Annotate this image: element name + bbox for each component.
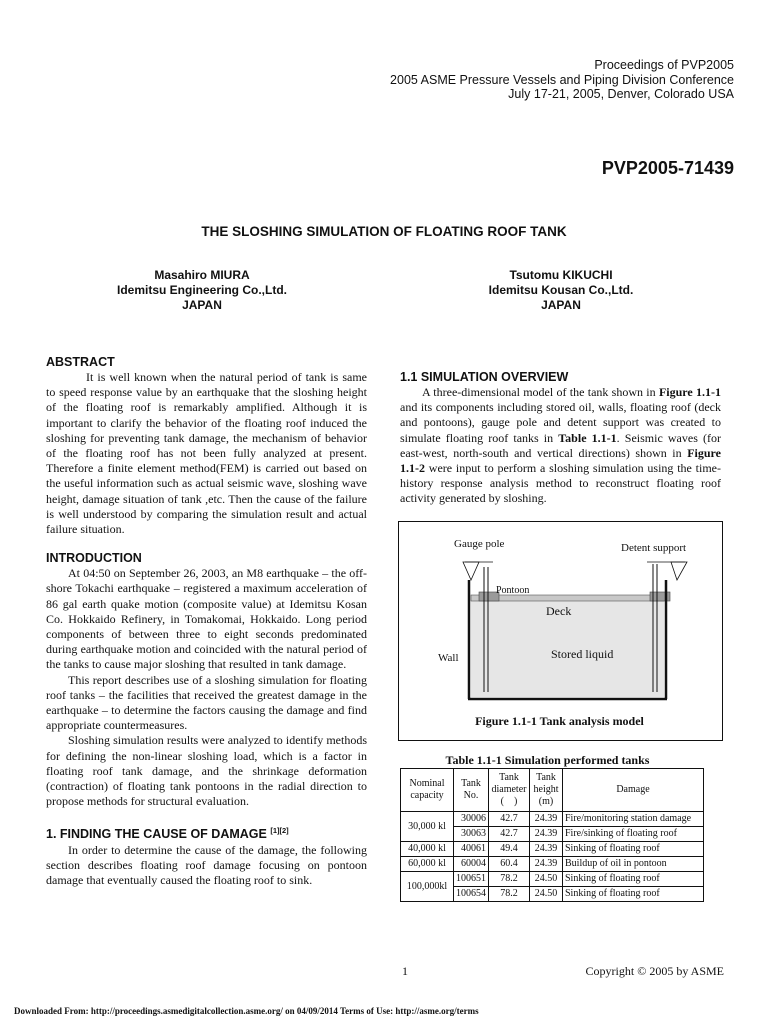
author-name: Tsutomu KIKUCHI <box>509 268 613 282</box>
cell-height: 24.39 <box>530 812 563 827</box>
header-text: capacity <box>410 790 444 801</box>
wall-label: Wall <box>438 652 459 664</box>
abstract-heading: ABSTRACT <box>46 355 115 369</box>
section1-refs: [1][2] <box>270 826 289 836</box>
header-text: ( ) <box>500 796 518 807</box>
text-run: . Seismic waves (for east-west, north-south and vertical directions) shown in <box>400 430 721 460</box>
cell-tank-no: 100651 <box>454 872 489 887</box>
introduction-heading: INTRODUCTION <box>46 551 142 566</box>
table-row <box>401 857 704 872</box>
text-run: were input to perform a sloshing simulation using the time-history response analysis method to reconstruct floating roof activity generated by sloshing. <box>400 461 721 506</box>
header-height <box>530 769 563 812</box>
simulation-table <box>400 768 704 902</box>
header-text: Tank <box>461 778 481 789</box>
intro-paragraph-2: This report describes use of a sloshing simulation for floating roof tanks – the facilities that received the greatest damage in the earthquake – to determine the factors causing the damage and find appropriate countermeasures. <box>46 672 367 733</box>
cell-tank-no: 60004 <box>454 857 489 872</box>
cell-capacity: 30,000 kl <box>401 812 454 842</box>
cell-capacity: 60,000 kl <box>401 857 454 872</box>
detent-support-label: Detent support <box>621 542 687 554</box>
cell-diameter: 42.7 <box>489 827 530 842</box>
header-text: Tank <box>499 772 519 783</box>
download-notice: Downloaded From: http://proceedings.asmedigitalcollection.asme.org/ on 04/09/2014 Terms of Use: http://asme.org/terms <box>14 1006 479 1016</box>
deck-label: Deck <box>546 604 572 618</box>
cell-capacity: 40,000 kl <box>401 842 454 857</box>
cell-damage: Buildup of oil in pontoon <box>563 857 704 872</box>
header-text: (m) <box>538 796 554 807</box>
intro-paragraph-3: Sloshing simulation results were analyzed to identify methods for defining the non-linear sloshing load, which is a factor in floating roof tank damage, and the shrinkage deformation (contraction) of floating tank pontoons in the radial direction to propose methods for structural evaluation. <box>46 733 367 809</box>
cell-diameter: 78.2 <box>489 887 530 902</box>
page-number: 1 <box>402 964 408 978</box>
header-text: Tank <box>536 772 556 783</box>
author-affiliation: Idemitsu Kousan Co.,Ltd. <box>488 283 634 297</box>
table-ref: Table 1.1-1 <box>558 430 617 445</box>
author-country: JAPAN <box>541 298 581 312</box>
cell-diameter: 49.4 <box>489 842 530 857</box>
text-run: and its components including stored oil, walls, floating roof (deck and pontoons), gauge pole and detent support was created to simulate floating roof tanks in <box>400 400 721 445</box>
cell-tank-no: 30006 <box>454 812 489 827</box>
author-block-1 <box>52 268 352 313</box>
section11-text <box>400 385 721 507</box>
header-text: diameter <box>491 784 527 795</box>
cell-height: 24.50 <box>530 887 563 902</box>
gauge-pole-label: Gauge pole <box>454 538 505 550</box>
cell-damage: Sinking of floating roof <box>563 842 704 857</box>
cell-tank-no: 100654 <box>454 887 489 902</box>
cell-capacity: 100,000kl <box>401 872 454 902</box>
header-tank-no <box>454 769 489 812</box>
header-diameter <box>489 769 530 812</box>
author-name: Masahiro MIURA <box>154 268 250 282</box>
paper-title: THE SLOSHING SIMULATION OF FLOATING ROOF TANK <box>201 224 567 239</box>
date-place-line: July 17-21, 2005, Denver, Colorado USA <box>508 87 734 101</box>
table-caption: Table 1.1-1 Simulation performed tanks <box>445 753 650 767</box>
figure-caption: Figure 1.1-1 Tank analysis model <box>475 714 644 728</box>
cell-diameter: 60.4 <box>489 857 530 872</box>
author-country: JAPAN <box>182 298 222 312</box>
cell-diameter: 78.2 <box>489 872 530 887</box>
section1-heading-text: 1. FINDING THE CAUSE OF DAMAGE <box>46 827 267 842</box>
right-column <box>400 370 721 507</box>
cell-height: 24.39 <box>530 827 563 842</box>
stored-liquid-label: Stored liquid <box>551 647 614 661</box>
copyright: Copyright © 2005 by ASME <box>585 964 724 978</box>
section1-text: In order to determine the cause of the damage, the following section describes floating roof damage focusing on pontoon damage that eventually caused the floating roof to sink. <box>46 842 367 888</box>
text-run: A three-dimensional model of the tank shown in <box>422 385 659 399</box>
tank-diagram <box>399 522 722 740</box>
cell-tank-no: 40061 <box>454 842 489 857</box>
figure-tank-model <box>398 521 723 741</box>
abstract-text: It is well known when the natural period of tank is same to speed response value by an earthquake that the sloshing height of the floating roof is remarkably amplified. Although it is important to clarify the behavior of the floating roof induced the sloshing for preventing tank damage, the mechanism of behavior of the floating roof has not been fully analyzed at present. Therefore a finite element method(FEM) is carried out based on the useful information such as actual seismic wave, sloshing wave height, damage situation of tank ,etc. Then the cause of the failure is well understood by comparing the simulation result and actual failure situation. <box>46 370 367 537</box>
author-affiliation: Idemitsu Engineering Co.,Ltd. <box>116 283 287 297</box>
right-top-support <box>671 562 687 580</box>
cell-tank-no: 30063 <box>454 827 489 842</box>
header-text: Nominal <box>409 778 445 789</box>
cell-height: 24.50 <box>530 872 563 887</box>
cell-height: 24.39 <box>530 857 563 872</box>
header-text: height <box>533 784 559 795</box>
left-top-support <box>463 562 479 580</box>
header-text: No. <box>463 790 479 801</box>
intro-paragraph-1: At 04:50 on September 26, 2003, an M8 earthquake – the off-shore Tokachi earthquake – registered a maximum acceleration of 86 gal earth quake motion (composite value) at Idemitsu Kosan Co. Hokkaido Refinery, in Tomakomai, Hokkaido. Long period components of between three to eight seconds predominated during earthquake motion and coincided with the natural period of the tanks to cause major sloshing that resulted in tank damage. <box>46 566 367 672</box>
header-damage: Damage <box>563 769 704 812</box>
table-row <box>401 812 704 827</box>
conference-line: 2005 ASME Pressure Vessels and Piping Division Conference <box>390 72 734 87</box>
author-block-2 <box>411 268 711 313</box>
section1-heading <box>46 823 367 842</box>
header-capacity <box>401 769 454 812</box>
proceedings-header <box>390 58 734 102</box>
table-row <box>401 842 704 857</box>
cell-damage: Sinking of floating roof <box>563 887 704 902</box>
table-row <box>401 872 704 887</box>
cell-height: 24.39 <box>530 842 563 857</box>
paper-id: PVP2005-71439 <box>601 158 734 178</box>
table-header-row <box>401 769 704 812</box>
cell-damage: Fire/monitoring station damage <box>563 812 704 827</box>
cell-damage: Sinking of floating roof <box>563 872 704 887</box>
proceedings-line: Proceedings of PVP2005 <box>594 58 734 72</box>
left-column <box>46 355 367 888</box>
figure-ref: Figure 1.1-1 <box>658 385 721 399</box>
pontoon-label: Pontoon <box>496 585 530 596</box>
figure-ref: Figure 1.1-2 <box>400 445 721 476</box>
cell-diameter: 42.7 <box>489 812 530 827</box>
cell-damage: Fire/sinking of floating roof <box>563 827 704 842</box>
section11-heading: 1.1 SIMULATION OVERVIEW <box>400 370 569 384</box>
